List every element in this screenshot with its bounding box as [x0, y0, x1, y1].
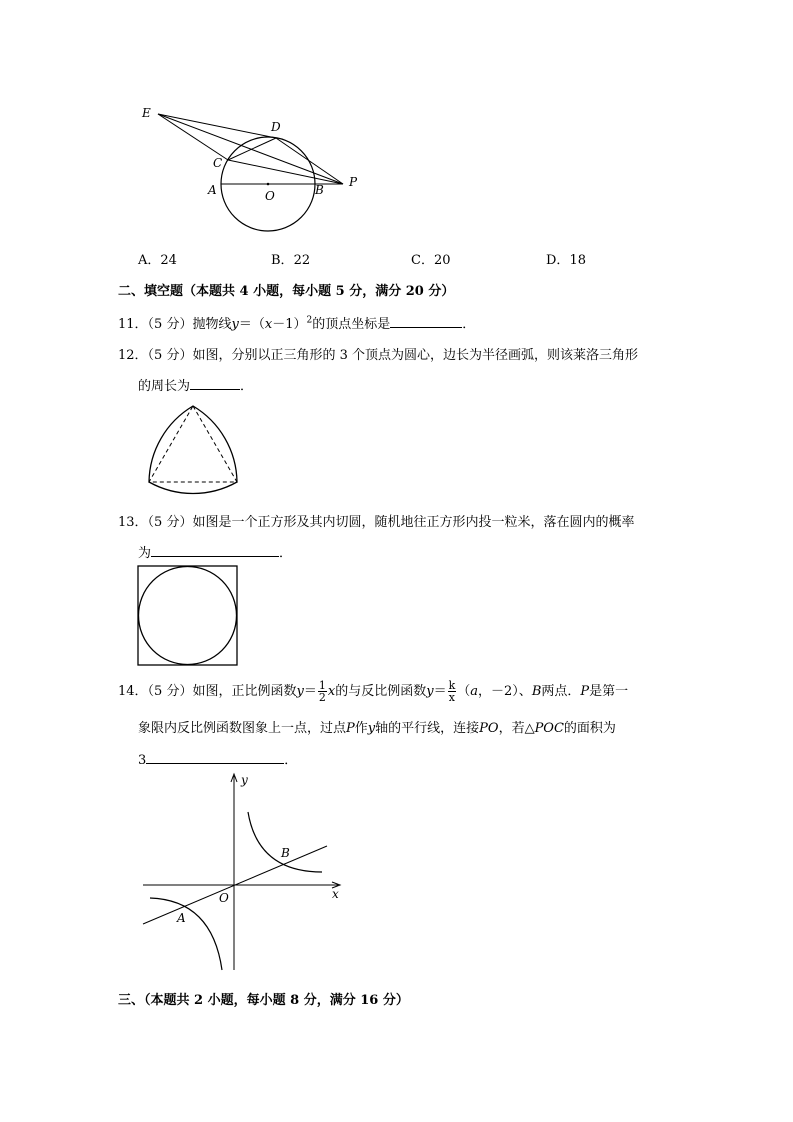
section-2-heading: 二、填空题（本题共 4 小题，每小题 5 分，满分 20 分） [118, 284, 455, 299]
line-cd [228, 138, 276, 160]
label-a: A [208, 183, 217, 197]
reuleaux-arcs [149, 406, 237, 493]
q10-choice-d: D．18 [546, 253, 586, 268]
reuleaux-triangle-figure [140, 402, 240, 498]
q10-choice-b: B．22 [271, 253, 311, 268]
label-e: E [142, 106, 151, 120]
question-12-line2: 的周长为 ． [138, 379, 254, 394]
hyperbola-branch-q1 [248, 812, 322, 872]
answer-blank-12[interactable] [190, 377, 240, 390]
label-d: D [271, 120, 281, 134]
inner-triangle [149, 406, 237, 482]
question-11: 11．（5 分）抛物线$y=(x-1)^2$的顶点坐标是 ． [118, 315, 476, 332]
fraction-k-over-x: $\frac{k}{x}$ [448, 679, 456, 704]
q14-graph-figure [140, 772, 350, 977]
answer-blank-11[interactable] [390, 315, 462, 328]
question-14-line2: 象限内反比例函数图象上一点，过点P作y轴的平行线，连接PO，若△POC的面积为 [138, 721, 616, 736]
label-b: B [315, 183, 324, 197]
label-o: O [265, 189, 275, 203]
label-a: A [177, 911, 186, 925]
question-13-line2: 为 ． [138, 546, 293, 561]
question-12-line1: 12．（5 分）如图，分别以正三角形的 3 个顶点为圆心，边长为半径画弧，则该莱洛三角形 [118, 348, 638, 363]
answer-blank-14[interactable] [146, 751, 284, 764]
label-b: B [281, 846, 290, 860]
inscribed-circle [139, 567, 237, 665]
label-x: x [332, 887, 339, 901]
question-13-line1: 13．（5 分）如图是一个正方形及其内切圆，随机地往正方形内投一粒米，落在圆内的概率 [118, 515, 635, 530]
question-14-line3: 3 ． [138, 753, 298, 768]
fraction-one-half: $\frac{1}{2}$ [318, 679, 326, 704]
label-c: C [213, 156, 223, 170]
center-dot [267, 183, 270, 186]
line-ep [158, 114, 343, 184]
hyperbola-branch-q3 [150, 898, 222, 970]
square-circle-figure [136, 564, 240, 668]
label-o: O [219, 891, 229, 905]
q10-figure [130, 95, 370, 235]
question-14-line1: 14．（5 分）如图，正比例函数y＝ $\frac{1}{2}$ x的与反比例函数y＝ $\frac{k}{x}$ （a，－2）、B两点．P是第一 [118, 679, 629, 704]
answer-blank-13[interactable] [151, 544, 279, 557]
section-3-heading: 三、（本题共 2 小题，每小题 8 分，满分 16 分） [118, 993, 409, 1008]
q10-choice-c: C．20 [411, 253, 451, 268]
label-p: P [349, 175, 358, 189]
q10-choice-a: A．24 [138, 253, 177, 268]
label-y: y [241, 773, 248, 787]
